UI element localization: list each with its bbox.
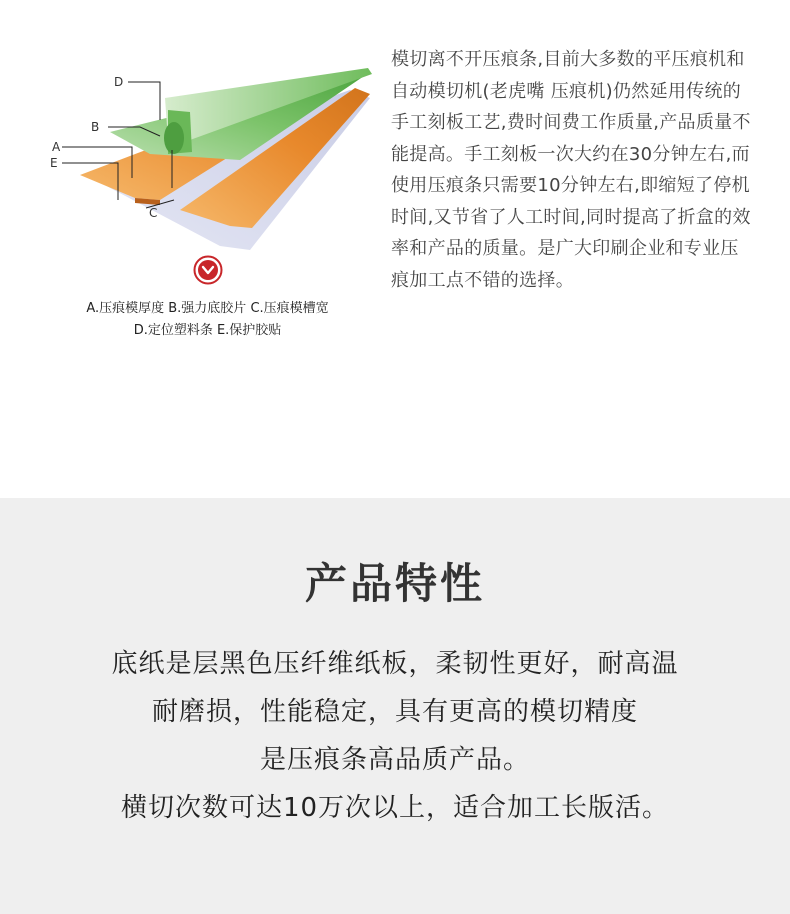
caption-line-1: A.压痕模厚度 B.强力底胶片 C.压痕模槽宽 xyxy=(86,301,329,316)
scroll-down-button[interactable] xyxy=(193,255,223,285)
feature-line: 耐磨损，性能稳定，具有更高的模切精度 xyxy=(151,697,638,727)
feature-line: 底纸是层黑色压纤维纸板，柔韧性更好，耐高温 xyxy=(111,649,679,679)
green-rib-bulb xyxy=(164,122,184,154)
label-e: E xyxy=(50,156,58,170)
crease-matrix-illustration xyxy=(40,50,380,290)
features-title: 产品特性 xyxy=(304,559,485,608)
chevron-down-icon xyxy=(193,255,223,285)
label-b: B xyxy=(91,120,100,134)
feature-line: 是压痕条高品质产品。 xyxy=(259,745,530,775)
diagram-caption xyxy=(40,298,375,342)
crease-matrix-diagram xyxy=(40,50,380,290)
feature-line: 横切次数可达10万次以上，适合加工长版活。 xyxy=(120,793,670,823)
features-text xyxy=(0,640,790,832)
label-c: C xyxy=(149,206,158,220)
caption-line-2: D.定位塑料条 E.保护胶贴 xyxy=(133,323,282,338)
label-d: D xyxy=(114,75,124,89)
label-a: A xyxy=(52,140,61,154)
product-description: 模切离不开压痕条,目前大多数的平压痕机和自动模切机(老虎嘴 压痕机)仍然延用传统的手工刻板工艺,费时间费工作质量,产品质量不能提高。手工刻板一次大约在30分钟左右,而使用压痕条只需要10分钟左右,即缩短了停机时间,又节省了人工时间,同时提高了折盒的效率和产品的质量。是广大印刷企业和专业压痕加工点不错的选择。 xyxy=(391,49,751,291)
